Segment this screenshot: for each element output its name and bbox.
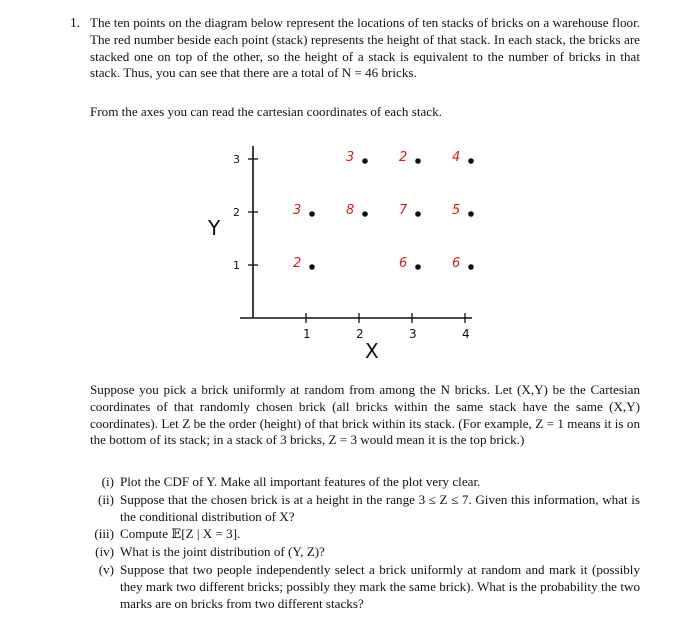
stack-height-label: 5 <box>452 203 461 218</box>
intro-paragraph: The ten points on the diagram below represent the locations of ten stacks of bricks on a warehouse floor. The red number beside each point (stack) represents the height of that stack. In each stack, the bricks are stacked one on top of the other, so the height of a stack is equivalent to the number of bricks in that stack. Thus, you can see that there are a total of N = 46 bricks. <box>90 15 640 81</box>
stack-height-label: 7 <box>399 203 408 218</box>
part-label: (i) <box>101 474 114 489</box>
stack-point <box>415 211 421 217</box>
question-parts-list <box>70 474 640 613</box>
y-axis-label: Y <box>208 216 221 240</box>
stack-point <box>468 264 474 270</box>
x-tick-label: 2 <box>356 327 364 341</box>
question-part <box>70 492 640 526</box>
stack-height-label: 6 <box>452 256 461 271</box>
stack-point <box>362 158 368 164</box>
part-label: (iv) <box>95 544 114 560</box>
y-tick-label: 1 <box>233 259 240 272</box>
stack-height-label: 2 <box>399 150 408 165</box>
question-part <box>70 562 640 612</box>
part-text: Suppose that two people independently select a brick uniformly at random and mark it (possibly they mark two different bricks; possibly they mark the same brick). What is the probability the two marks are on bricks from two different stacks? <box>120 561 640 611</box>
stack-height-label: 3 <box>346 150 355 165</box>
part-text: What is the joint distribution of (Y, Z)? <box>120 544 325 560</box>
stack-height-label: 2 <box>293 256 302 271</box>
x-tick-label: 3 <box>409 327 417 341</box>
x-axis-label: X <box>365 339 379 363</box>
stack-point <box>415 264 421 270</box>
stack-point <box>309 264 315 270</box>
part-label: (ii) <box>98 491 114 507</box>
stack-point <box>415 158 421 164</box>
question-part <box>70 474 640 491</box>
stack-height-label: 4 <box>452 150 461 165</box>
stack-point <box>309 211 315 217</box>
x-tick-label: 1 <box>303 327 311 341</box>
stack-height-label: 8 <box>346 203 355 218</box>
question-part <box>70 526 640 543</box>
axes-note: From the axes you can read the cartesian coordinates of each stack. <box>90 104 442 119</box>
stack-height-label: 6 <box>399 256 408 271</box>
stack-point <box>468 211 474 217</box>
y-tick-label: 2 <box>233 206 240 219</box>
stack-height-label: 3 <box>293 203 302 218</box>
setup-paragraph: Suppose you pick a brick uniformly at random from among the N bricks. Let (X,Y) be the Cartesian coordinates of that randomly chosen brick (all bricks within the same stack have the same (X,Y) coordinates). Let Z be the order (height) of that brick within its stack. (For example, Z = 1 means it is on the bottom of its stack; in a stack of 3 bricks, Z = 3 would mean it is the top brick.) <box>90 382 640 448</box>
part-text: Compute 𝔼[Z | X = 3]. <box>120 526 241 542</box>
part-label: (iii) <box>94 526 114 542</box>
part-label: (v) <box>98 561 114 577</box>
part-text: Plot the CDF of Y. Make all important features of the plot very clear. <box>120 474 481 489</box>
stack-point <box>362 211 368 217</box>
question-part <box>70 544 640 561</box>
part-text: Suppose that the chosen brick is at a height in the range 3 ≤ Z ≤ 7. Given this information, what is the conditional distribution of X? <box>120 491 640 524</box>
stack-point <box>468 158 474 164</box>
x-tick-label: 4 <box>462 327 470 341</box>
y-tick-label: 3 <box>233 153 240 166</box>
problem-number: 1. <box>70 15 81 30</box>
